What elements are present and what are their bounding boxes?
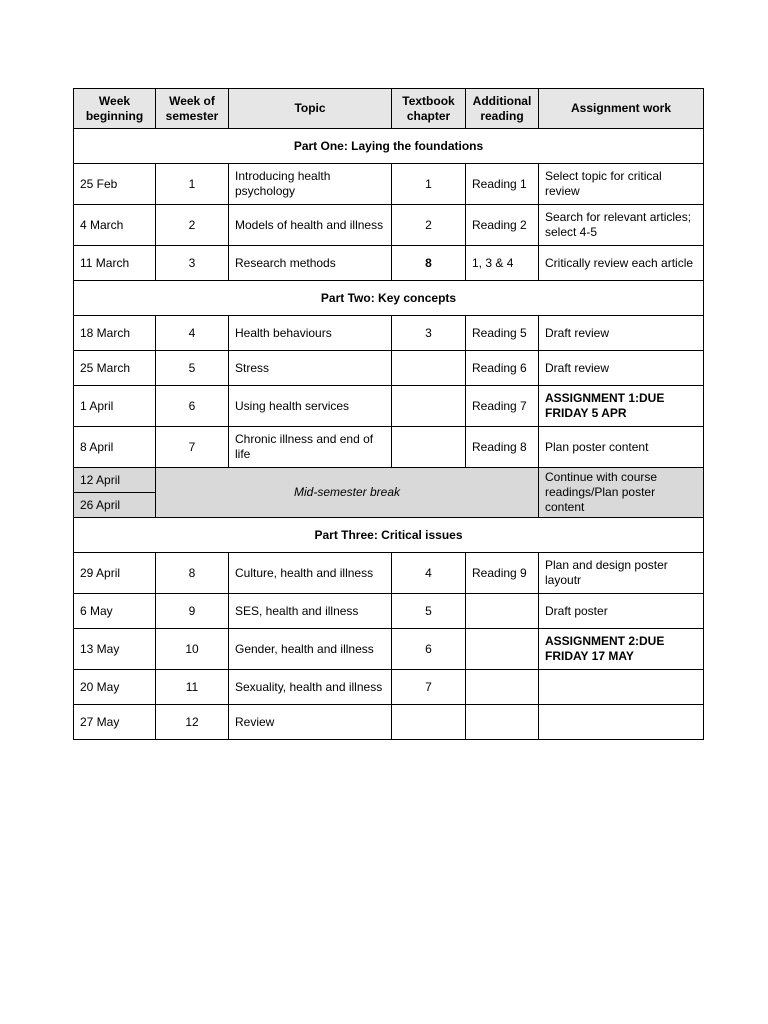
topic-cell: Health behaviours	[229, 316, 392, 351]
week-of-semester-cell: 3	[156, 246, 229, 281]
topic-cell: Sexuality, health and illness	[229, 670, 392, 705]
assignment-work-cell: Search for relevant articles; select 4-5	[539, 205, 704, 246]
table-row	[74, 246, 704, 281]
week-of-semester-cell: 1	[156, 164, 229, 205]
topic-cell: Chronic illness and end of life	[229, 427, 392, 468]
topic-cell: Gender, health and illness	[229, 629, 392, 670]
assignment-work-cell: Plan and design poster layoutr	[539, 553, 704, 594]
textbook-chapter-cell	[392, 351, 466, 386]
week-of-semester-cell: 8	[156, 553, 229, 594]
topic-cell: Introducing health psychology	[229, 164, 392, 205]
week-of-semester-cell: 12	[156, 705, 229, 740]
week-of-semester-cell: 10	[156, 629, 229, 670]
part-heading-row	[74, 281, 704, 316]
mid-semester-break-label: Mid-semester break	[156, 468, 539, 518]
assignment-work-cell: Select topic for critical review	[539, 164, 704, 205]
textbook-chapter-cell	[392, 705, 466, 740]
table-row	[74, 594, 704, 629]
break-assignment-cell: Continue with course readings/Plan poster content	[539, 468, 704, 518]
assignment-due-cell: ASSIGNMENT 2:DUE FRIDAY 17 MAY	[539, 629, 704, 670]
topic-cell: SES, health and illness	[229, 594, 392, 629]
header-week-beginning: Week beginning	[74, 89, 156, 129]
week-beginning-cell: 20 May	[74, 670, 156, 705]
assignment-work-cell: Draft poster	[539, 594, 704, 629]
week-beginning-cell: 27 May	[74, 705, 156, 740]
additional-reading-cell: Reading 1	[466, 164, 539, 205]
header-assignment-work: Assignment work	[539, 89, 704, 129]
table-row	[74, 553, 704, 594]
assignment-due-cell: ASSIGNMENT 1:DUE FRIDAY 5 APR	[539, 386, 704, 427]
header-additional-reading: Additional reading	[466, 89, 539, 129]
week-beginning-cell: 29 April	[74, 553, 156, 594]
textbook-chapter-cell: 8	[392, 246, 466, 281]
additional-reading-cell: Reading 5	[466, 316, 539, 351]
course-schedule-table	[73, 88, 704, 740]
additional-reading-cell	[466, 629, 539, 670]
assignment-work-cell	[539, 670, 704, 705]
table-header-row	[74, 89, 704, 129]
textbook-chapter-cell: 6	[392, 629, 466, 670]
part-one-heading: Part One: Laying the foundations	[74, 129, 704, 164]
textbook-chapter-cell: 4	[392, 553, 466, 594]
assignment-work-cell: Plan poster content	[539, 427, 704, 468]
assignment-work-cell: Draft review	[539, 316, 704, 351]
additional-reading-cell: Reading 7	[466, 386, 539, 427]
break-row	[74, 468, 704, 493]
week-of-semester-cell: 5	[156, 351, 229, 386]
header-textbook-chapter: Textbook chapter	[392, 89, 466, 129]
textbook-chapter-cell: 2	[392, 205, 466, 246]
textbook-chapter-cell	[392, 386, 466, 427]
additional-reading-cell: 1, 3 & 4	[466, 246, 539, 281]
week-beginning-cell: 11 March	[74, 246, 156, 281]
assignment-work-cell	[539, 705, 704, 740]
week-of-semester-cell: 7	[156, 427, 229, 468]
textbook-chapter-cell: 5	[392, 594, 466, 629]
break-week-end-cell: 26 April	[74, 493, 156, 518]
additional-reading-cell	[466, 670, 539, 705]
table-row	[74, 386, 704, 427]
assignment-work-cell: Draft review	[539, 351, 704, 386]
week-beginning-cell: 8 April	[74, 427, 156, 468]
textbook-chapter-cell: 3	[392, 316, 466, 351]
table-row	[74, 427, 704, 468]
week-of-semester-cell: 4	[156, 316, 229, 351]
topic-cell: Stress	[229, 351, 392, 386]
header-topic: Topic	[229, 89, 392, 129]
week-beginning-cell: 4 March	[74, 205, 156, 246]
topic-cell: Culture, health and illness	[229, 553, 392, 594]
topic-cell: Review	[229, 705, 392, 740]
additional-reading-cell: Reading 8	[466, 427, 539, 468]
week-of-semester-cell: 9	[156, 594, 229, 629]
part-two-heading: Part Two: Key concepts	[74, 281, 704, 316]
additional-reading-cell	[466, 594, 539, 629]
table-row	[74, 205, 704, 246]
assignment-work-cell: Critically review each article	[539, 246, 704, 281]
table-row	[74, 351, 704, 386]
part-heading-row	[74, 129, 704, 164]
week-beginning-cell: 18 March	[74, 316, 156, 351]
header-week-of-semester: Week of semester	[156, 89, 229, 129]
additional-reading-cell	[466, 705, 539, 740]
table-row	[74, 316, 704, 351]
part-three-heading: Part Three: Critical issues	[74, 518, 704, 553]
additional-reading-cell: Reading 9	[466, 553, 539, 594]
topic-cell: Research methods	[229, 246, 392, 281]
additional-reading-cell: Reading 6	[466, 351, 539, 386]
topic-cell: Using health services	[229, 386, 392, 427]
break-week-start-cell: 12 April	[74, 468, 156, 493]
week-of-semester-cell: 11	[156, 670, 229, 705]
week-beginning-cell: 25 March	[74, 351, 156, 386]
week-of-semester-cell: 2	[156, 205, 229, 246]
textbook-chapter-cell	[392, 427, 466, 468]
table-row	[74, 164, 704, 205]
textbook-chapter-cell: 7	[392, 670, 466, 705]
table-row	[74, 670, 704, 705]
week-beginning-cell: 25 Feb	[74, 164, 156, 205]
topic-cell: Models of health and illness	[229, 205, 392, 246]
part-heading-row	[74, 518, 704, 553]
additional-reading-cell: Reading 2	[466, 205, 539, 246]
table-row	[74, 705, 704, 740]
week-beginning-cell: 13 May	[74, 629, 156, 670]
week-beginning-cell: 1 April	[74, 386, 156, 427]
table-row	[74, 629, 704, 670]
week-beginning-cell: 6 May	[74, 594, 156, 629]
week-of-semester-cell: 6	[156, 386, 229, 427]
textbook-chapter-cell: 1	[392, 164, 466, 205]
